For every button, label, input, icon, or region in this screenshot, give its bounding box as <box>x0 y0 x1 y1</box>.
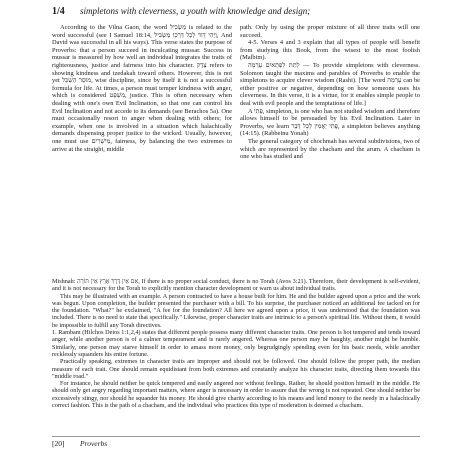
page-footer <box>52 436 420 448</box>
commentary-paragraph: According to the Vilna Gaon, the word מַשְׂכִּיל is related to the word successful (see I Samuel 18:14, וַיְהִי דָוִד לְכָל דְּרָכָו מַשְׂכִּיל, And David was successful in all his ways). This verse states the purpose of Proverbs: that a person succeed in inculcating mussar. Success in mussar is measured by how well an individual integrates the traits of righteousness, justice and fairness into his character. צֶדֶק refers to showing kindness and tzedakah toward others. However, this is not yet מוּסַר הַשְׂכֵּל, wise discipline, since by itself it is not a successful formula for life. At times, a person must temper kindness with anger, which is considered מִשְׁפָּט, justice. This is often necessary when dealing with one's own Evil Inclination, so that one can control his Evil Inclination and not accede to its demands (see Berachos 5a). One must occasionally resort to anger when dealing with others; for example, when one is involved in a situation which halachically demands dispensing proper justice to the wicked. Usually, however, one must use מֵישָׁרִים, fairness, by balancing the two extremes to arrive at the straight, middle <box>52 24 232 153</box>
commentary-paragraph: path. Only by using the proper mixture of all three traits will one succeed. <box>240 24 420 39</box>
footnote-paragraph: This may be illustrated with an example. A person contracted to have a house built for him. He and the builder agreed upon a price and the work was begun. Upon completion, the builder presented the purchaser with a bill. To his surprise, the purchaser noticed an additional fee tacked on for the foundation. "What?" he exclaimed, "A fee for the foundation? All here we agreed upon a price, it was understood that the foundation was included. There is no need to state that specifically." Likewise, proper character traits are intrinsic to a person's spiritual life. Without them, it would be impossible to fulfill any Torah directives. <box>52 292 420 329</box>
book-title: Proverbs <box>80 439 108 448</box>
verse-reference: 1/4 <box>52 6 65 17</box>
footnote-paragraph: Mishnah: אִם אֵין דֶּרֶךְ אֶרֶץ אֵין תּוֹרָה, If there is no proper social conduct, there is no Torah (Avos 3:21). Therefore, their development is self-evident, and it is not necessary for the Torah to explicitly mention character development or warn us about individual traits. <box>52 278 420 293</box>
commentary-right-column <box>240 24 420 275</box>
page-number: [20] <box>52 439 65 448</box>
commentary-columns <box>52 24 420 275</box>
running-header <box>52 6 420 20</box>
footnote-paragraph: 1. Rambam (Hilchos Deios 1:1,2,4) states that different people possess many different character traits. One person is hot tempered and tends toward anger, while another person is of a calmer temperament and is rarely angered. Whereas one person may be haughty, another might be humble. Similarly, one person may starve himself in order to amass more money, only begrudgingly spending even for his basic needs, while another recklessly squanders his entire fortune. <box>52 329 420 358</box>
commentary-paragraph: לָתֵת לִפְתָאיִם עָרְמָה — To provide simpletons with cleverness. Solomon taught the maxims and parables of Proverbs to enable the simpletons to acquire clever wisdom (Rashi). [The word עָרְמָה can be either positive or negative, depending on how someone uses his cleverness. In this verse, it is a virtue, for it enables simple people to deal with evil people and the temptations of life.] <box>240 61 420 107</box>
commentary-left-column <box>52 24 232 275</box>
commentary-paragraph: The general category of chochmah has several subdivisions, two of which are represented by the chacham and the arum. A chacham is one who has studied and <box>240 137 420 161</box>
verse-translation-header: simpletons with cleverness, a youth with knowledge and design; <box>80 6 311 16</box>
footnote-paragraph: For instance, he should neither be quick tempered and easily angered nor without feelings. Rather, he should position himself in the middle. He should only get angry regarding important matters, where anger is necessary in order to assure that the wrong is not repeated. One should neither be excessively stingy, nor should he squander his money. He should give charity according to his means and lend money to the needy in a halachically correct fashion. This is the path of a chacham, and the individual who practices this type of moderation is deemed a chacham. <box>52 380 420 410</box>
commentary-paragraph: A פֶּתִי, simpleton, is one who has not studied wisdom and therefore allows himself to be persuaded by his Evil Inclination. Later in Proverbs, we learn פֶּתִי יַאֲמִין לְכָל דָּבָר, a simpleton believes anything (14:15). (Rabbeinu Yonah) <box>240 107 420 138</box>
commentary-paragraph: 4-5. Verses 4 and 3 explain that all types of people will benefit from studying this Book, from the wisest to the most foolish (Malbim). <box>240 39 420 62</box>
footnote-block <box>52 278 420 430</box>
footnote-paragraph: Practically speaking, extremes in character traits are improper and should not be followed. One should follow the proper path, the median measure of each trait. One should remain equidistant from both extremes and constantly analyze his character traits, directing them towards this "middle road." <box>52 358 420 380</box>
page <box>52 6 420 446</box>
